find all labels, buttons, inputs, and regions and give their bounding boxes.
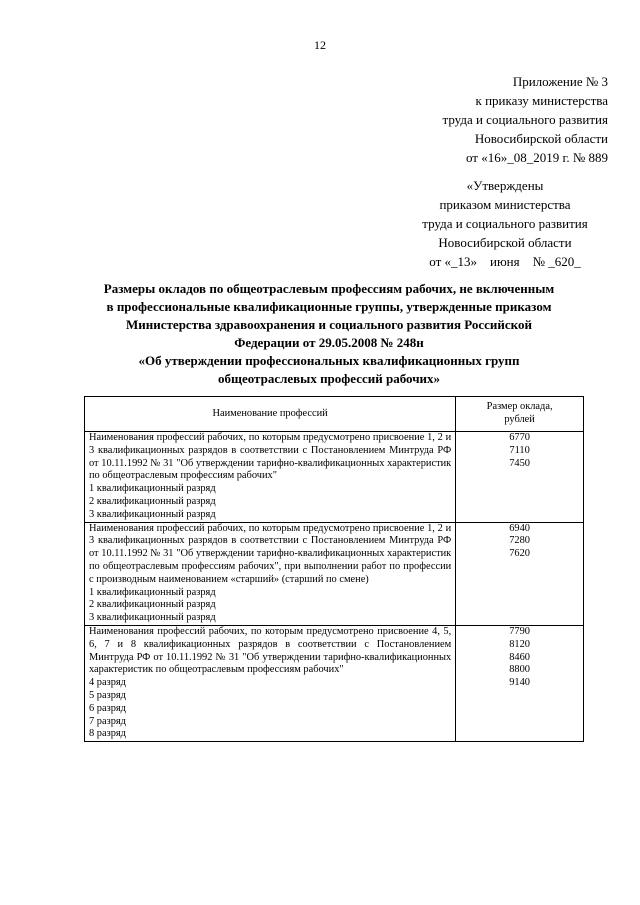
- grade-label: 1 квалификационный разряд: [89, 586, 216, 598]
- salary-value: 7280: [509, 535, 530, 547]
- salary-cell: [456, 432, 584, 523]
- grade-label: 5 разряд: [89, 689, 126, 701]
- grade-label: 4 разряд: [89, 677, 126, 689]
- approval-line: от «_13» июня № _620_: [429, 254, 581, 269]
- grade-label: 6 разряд: [89, 702, 126, 714]
- salary-value: 7110: [509, 444, 530, 456]
- group-description: Наименования профессий рабочих, по которым предусмотрено присвоение 1, 2 и 3 квалификационных разрядов в соответствии с Постановлением Минтруда РФ от 10.11.1992 № 31 "Об утверждении тарифно-квалификационных характеристик по общеотраслевым профессиям рабочих", при выполнении работ по профессии с производным наименованием «старший» (старший по смене): [89, 522, 452, 585]
- salary-value: 7450: [509, 457, 530, 469]
- group-description: Наименования профессий рабочих, по которым предусмотрено присвоение 1, 2 и 3 квалификационных разрядов в соответствии с Постановлением Минтруда РФ от 10.11.1992 № 31 "Об утверждении тарифно-квалификационных характеристик по общеотраслевым профессиям рабочих": [89, 432, 452, 482]
- heading-line: Размеры окладов по общеотраслевым профессиям рабочих, не включенным: [103, 281, 555, 296]
- approval-line: приказом министерства: [439, 197, 571, 212]
- appendix-line: к приказу министерства: [475, 93, 608, 108]
- salary-value: 7790: [509, 625, 530, 637]
- header-salary-line: Размер оклада,: [486, 401, 553, 413]
- salary-value: 8800: [509, 664, 530, 676]
- heading-line: общеотраслевых профессий рабочих»: [217, 371, 441, 386]
- table-header-row: [85, 397, 584, 432]
- approval-line: труда и социального развития: [422, 216, 588, 231]
- profession-cell: [85, 432, 456, 523]
- salary-value: 6940: [509, 522, 530, 534]
- heading-line: Федерации от 29.05.2008 № 248н: [234, 335, 424, 350]
- appendix-line: от «16»_08_2019 г. № 889: [465, 150, 608, 165]
- salary-value: 8120: [509, 638, 530, 650]
- page-number: 12: [314, 38, 326, 52]
- salary-table: [84, 396, 584, 742]
- group-description: Наименования профессий рабочих, по которым предусмотрено присвоение 4, 5, 6, 7 и 8 квалификационных разрядов в соответствии с Постановлением Минтруда РФ от 10.11.1992 № 31 "Об утверждении тарифно-квалификационных характеристик по общеотраслевым профессиям рабочих": [89, 625, 452, 676]
- appendix-block: [442, 72, 608, 167]
- header-profession: Наименование профессий: [85, 397, 456, 432]
- salary-value: 9140: [509, 677, 530, 689]
- grade-label: 2 квалификационный разряд: [89, 599, 216, 611]
- table-row: [85, 522, 584, 625]
- profession-cell: [85, 625, 456, 741]
- salary-cell: [456, 522, 584, 625]
- appendix-line: Новосибирской области: [474, 131, 608, 146]
- table-body: [85, 432, 584, 742]
- grade-label: 2 квалификационный разряд: [89, 495, 216, 507]
- appendix-line: Приложение № 3: [512, 74, 608, 89]
- approval-block: [400, 176, 610, 271]
- heading-line: в профессиональные квалификационные группы, утвержденные приказом: [106, 299, 552, 314]
- heading-line: «Об утверждении профессиональных квалификационных групп: [138, 353, 520, 368]
- appendix-line: труда и социального развития: [442, 112, 608, 127]
- approval-line: «Утверждены: [466, 178, 544, 193]
- approval-line: Новосибирской области: [438, 235, 572, 250]
- grade-label: 3 квалификационный разряд: [89, 508, 216, 520]
- header-salary: [456, 397, 584, 432]
- grade-label: 7 разряд: [89, 715, 126, 727]
- grade-label: 3 квалификационный разряд: [89, 612, 216, 624]
- table-row: [85, 625, 584, 741]
- salary-value: 7620: [509, 548, 530, 560]
- salary-value: 8460: [509, 651, 530, 663]
- grade-label: 1 квалификационный разряд: [89, 483, 216, 495]
- salary-value: 6770: [509, 432, 530, 443]
- profession-cell: [85, 522, 456, 625]
- table-row: [85, 432, 584, 523]
- document-heading: [72, 280, 586, 388]
- grade-label: 8 разряд: [89, 728, 126, 740]
- heading-line: Министерства здравоохранения и социального развития Российской: [126, 317, 532, 332]
- salary-cell: [456, 625, 584, 741]
- header-salary-line: рублей: [504, 414, 535, 425]
